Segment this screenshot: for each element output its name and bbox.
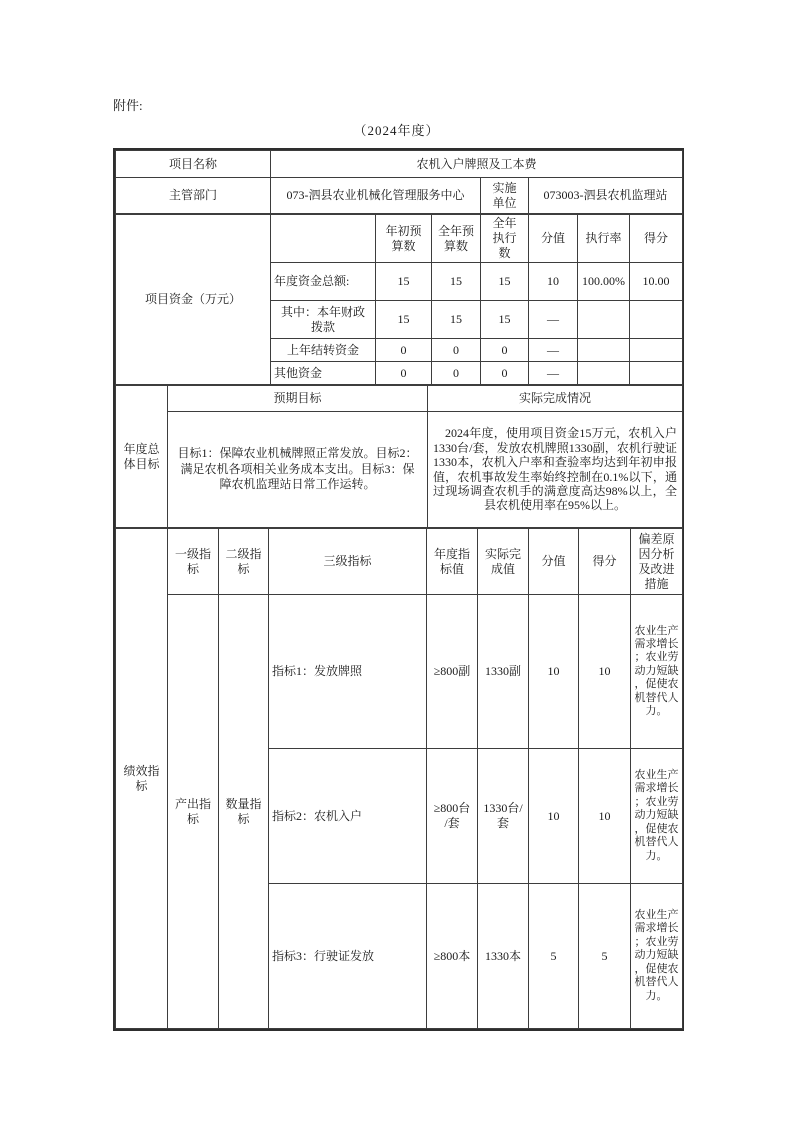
indicator-score: 5 xyxy=(579,884,631,1029)
indicator-score: 10 xyxy=(579,595,631,749)
funds-exec-rate: 100.00% xyxy=(578,263,630,301)
impl-unit-value: 073003-泗县农机监理站 xyxy=(529,178,683,214)
funds-exec-rate xyxy=(578,339,630,362)
indicator-name: 指标1：发放牌照 xyxy=(269,595,427,749)
funds-weight: 10 xyxy=(529,263,578,301)
perf-header-deviation: 偏差原因分析及改进措施 xyxy=(631,529,683,595)
indicator-target: ≥800副 xyxy=(427,595,478,749)
goal-content-row xyxy=(116,412,683,528)
funds-initial: 0 xyxy=(376,362,432,385)
funds-score: 10.00 xyxy=(630,263,683,301)
funds-annual: 15 xyxy=(432,301,481,339)
annual-goal-table xyxy=(115,385,683,528)
perf-header-level2: 二级指标 xyxy=(219,529,269,595)
indicator-weight: 10 xyxy=(529,749,579,884)
perf-header-level3: 三级指标 xyxy=(269,529,427,595)
indicator-target: ≥800台/套 xyxy=(427,749,478,884)
perf-header-score: 得分 xyxy=(579,529,631,595)
indicator-name: 指标3：行驶证发放 xyxy=(269,884,427,1029)
funds-section-label: 项目资金（万元） xyxy=(116,215,271,385)
dept-value: 073-泗县农业机械化管理服务中心 xyxy=(271,178,481,214)
perf-header-level1: 一级指标 xyxy=(168,529,219,595)
performance-section-label: 绩效指标 xyxy=(116,529,168,1029)
funds-executed: 15 xyxy=(481,263,529,301)
indicator-weight: 10 xyxy=(529,595,579,749)
indicator-actual: 1330台/套 xyxy=(478,749,529,884)
funds-row-label: 其他资金 xyxy=(271,362,376,385)
goal-expected-header: 预期目标 xyxy=(168,386,428,412)
indicator-score: 10 xyxy=(579,749,631,884)
funds-executed: 0 xyxy=(481,362,529,385)
indicator-weight: 5 xyxy=(529,884,579,1029)
funds-row-label: 其中：本年财政拨款 xyxy=(271,301,376,339)
funds-exec-rate xyxy=(578,301,630,339)
perf-level2-value: 数量指标 xyxy=(219,595,269,1029)
performance-table xyxy=(115,528,683,1029)
perf-header-weight: 分值 xyxy=(529,529,579,595)
funds-annual: 0 xyxy=(432,362,481,385)
indicator-target: ≥800本 xyxy=(427,884,478,1029)
funds-header-row xyxy=(116,215,683,263)
indicator-deviation: 农业生产需求增长；农业劳动力短缺，促使农机替代人力。 xyxy=(631,595,683,749)
goal-section-label: 年度总体目标 xyxy=(116,386,168,528)
page-title: （2024年度） xyxy=(353,123,440,138)
funds-score xyxy=(630,362,683,385)
goal-actual-text: 2024年度，使用项目资金15万元，农机入户1330台/套，发放农机牌照1330副，农机行驶证1330本，农机入户率和查验率均达到年初申报值，农机事故发生率始终控制在0.1%以下，通过现场调查农机手的满意度高达98%以上，全县农机使用率在95%以上。 xyxy=(428,412,683,528)
funds-header-weight: 分值 xyxy=(529,215,578,263)
indicator-name: 指标2：农机入户 xyxy=(269,749,427,884)
indicator-actual: 1330副 xyxy=(478,595,529,749)
funds-initial: 0 xyxy=(376,339,432,362)
funds-annual: 15 xyxy=(432,263,481,301)
funds-exec-rate xyxy=(578,362,630,385)
funds-executed: 0 xyxy=(481,339,529,362)
project-name-row xyxy=(116,151,683,178)
perf-header-target: 年度指标值 xyxy=(427,529,478,595)
funds-weight: — xyxy=(529,362,578,385)
funds-annual: 0 xyxy=(432,339,481,362)
indicator-deviation: 农业生产需求增长；农业劳动力短缺，促使农机替代人力。 xyxy=(631,749,683,884)
dept-label: 主管部门 xyxy=(116,178,271,214)
funds-initial: 15 xyxy=(376,301,432,339)
document-content xyxy=(113,95,680,1031)
project-info-table xyxy=(115,150,683,214)
funds-header-executed: 全年执行数 xyxy=(481,215,529,263)
perf-level1-value: 产出指标 xyxy=(168,595,219,1029)
funds-table xyxy=(115,214,683,385)
attachment-label: 附件: xyxy=(113,98,143,113)
funds-row-label: 上年结转资金 xyxy=(271,339,376,362)
goal-header-row xyxy=(116,386,683,412)
goal-expected-text: 目标1：保障农业机械牌照正常发放。目标2：满足农机各项相关业务成本支出。目标3：保障农机监理站日常工作运转。 xyxy=(168,412,428,528)
project-name-value: 农机入户牌照及工本费 xyxy=(271,151,683,178)
funds-weight: — xyxy=(529,339,578,362)
funds-weight: — xyxy=(529,301,578,339)
funds-score xyxy=(630,339,683,362)
performance-header-row xyxy=(116,529,683,595)
funds-initial: 15 xyxy=(376,263,432,301)
goal-actual-header: 实际完成情况 xyxy=(428,386,683,412)
funds-header-annual: 全年预算数 xyxy=(432,215,481,263)
perf-header-actual: 实际完成值 xyxy=(478,529,529,595)
report-table xyxy=(113,148,684,1031)
indicator-actual: 1330本 xyxy=(478,884,529,1029)
impl-unit-label: 实施单位 xyxy=(481,178,529,214)
department-row xyxy=(116,178,683,214)
funds-executed: 15 xyxy=(481,301,529,339)
project-name-label: 项目名称 xyxy=(116,151,271,178)
funds-score xyxy=(630,301,683,339)
funds-header-initial: 年初预算数 xyxy=(376,215,432,263)
indicator-deviation: 农业生产需求增长；农业劳动力短缺，促使农机替代人力。 xyxy=(631,884,683,1029)
funds-empty-cell xyxy=(271,215,376,263)
funds-row-label: 年度资金总额: xyxy=(271,263,376,301)
funds-header-score: 得分 xyxy=(630,215,683,263)
funds-header-exec-rate: 执行率 xyxy=(578,215,630,263)
indicator-row-1 xyxy=(116,595,683,749)
